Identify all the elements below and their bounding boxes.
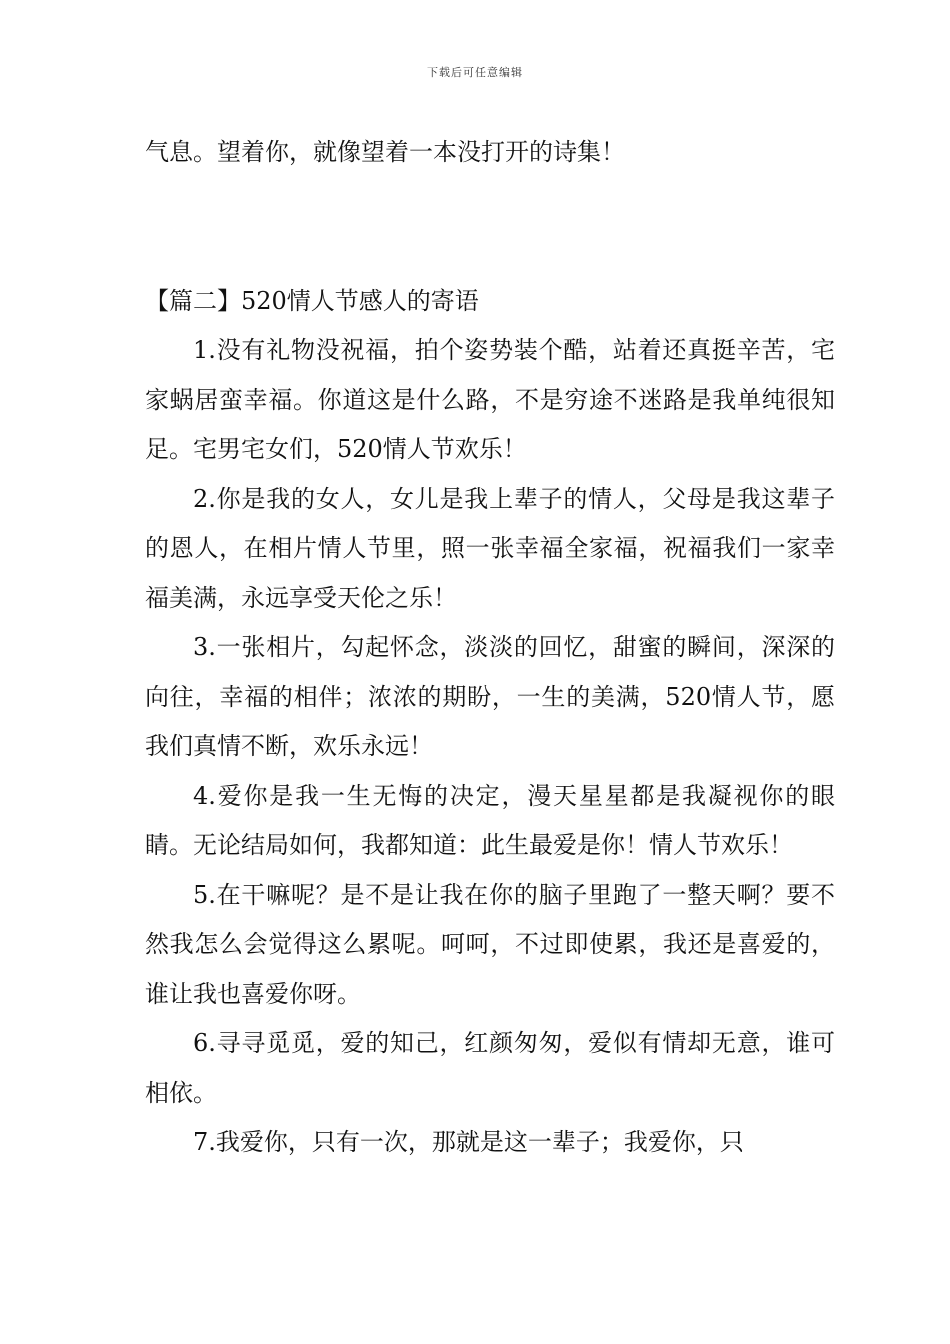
list-item: 6.寻寻觅觅，爱的知己，红颜匆匆，爱似有情却无意，谁可相依。 bbox=[145, 1029, 835, 1107]
section-heading: 【篇二】520情人节感人的寄语 bbox=[145, 286, 479, 315]
document-body bbox=[145, 128, 835, 1168]
list-item: 5.在干嘛呢？是不是让我在你的脑子里跑了一整天啊？要不然我怎么会觉得这么累呢。呵呵，不过即使累，我还是喜爱的，谁让我也喜爱你呀。 bbox=[145, 880, 835, 1008]
section-spacer bbox=[145, 178, 835, 277]
list-item: 3.一张相片，勾起怀念，淡淡的回忆，甜蜜的瞬间，深深的向往，幸福的相伴；浓浓的期盼，一生的美满，520情人节，愿我们真情不断，欢乐永远！ bbox=[145, 633, 835, 760]
page-header: 下载后可任意编辑 bbox=[427, 66, 523, 79]
list-item: 7.我爱你，只有一次，那就是这一辈子；我爱你，只 bbox=[193, 1128, 744, 1156]
intro-paragraph: 气息。望着你，就像望着一本没打开的诗集！ bbox=[145, 138, 625, 166]
list-item: 2.你是我的女人，女儿是我上辈子的情人，父母是我这辈子的恩人，在相片情人节里，照一张幸福全家福，祝福我们一家幸福美满，永远享受天伦之乐！ bbox=[145, 484, 835, 612]
list-item: 1.没有礼物没祝福，拍个姿势装个酷，站着还真挺辛苦，宅家蜗居蛮幸福。你道这是什么路，不是穷途不迷路是我单纯很知足。宅男宅女们，520情人节欢乐！ bbox=[145, 336, 835, 463]
list-item: 4.爱你是我一生无悔的决定，漫天星星都是我凝视你的眼睛。无论结局如何，我都知道：此生最爱是你！情人节欢乐！ bbox=[145, 781, 835, 859]
